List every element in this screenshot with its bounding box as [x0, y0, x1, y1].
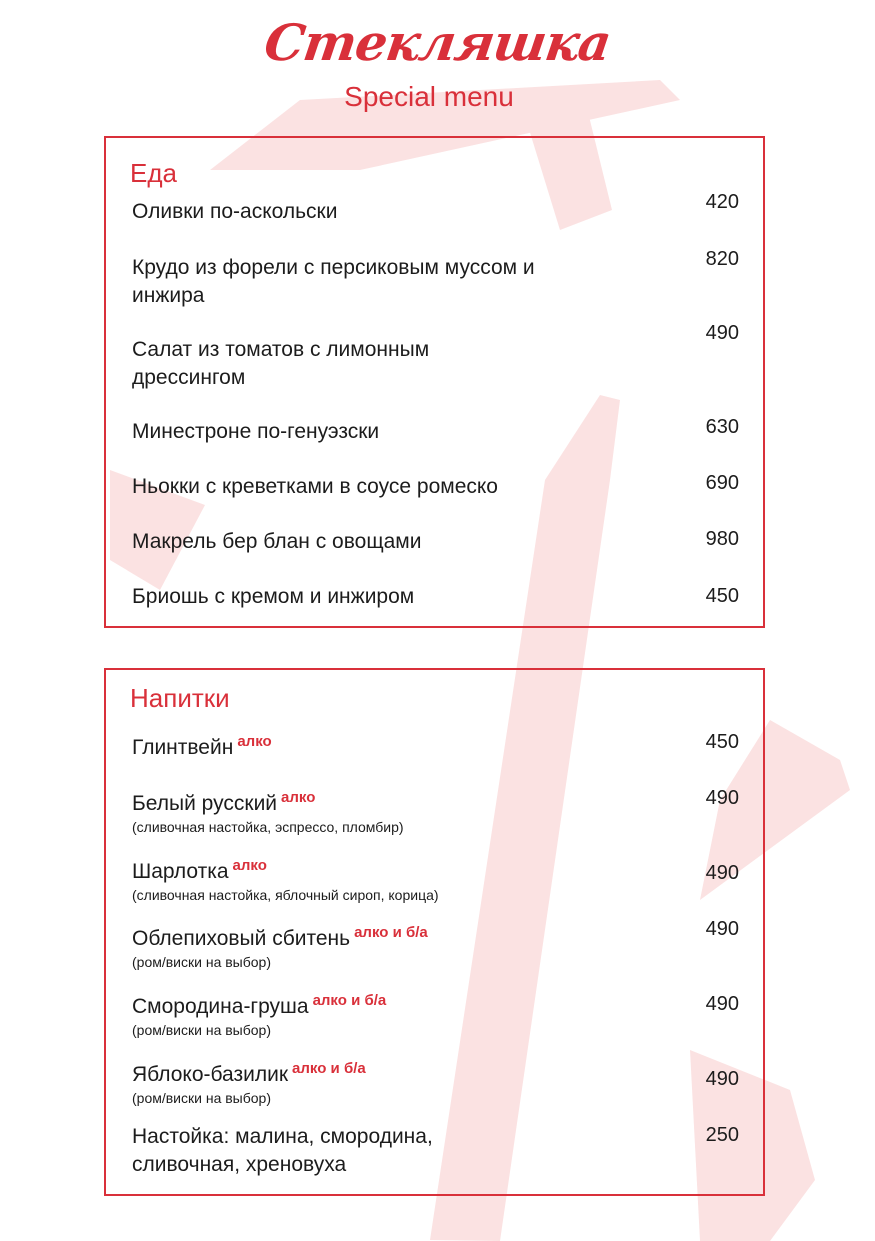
item-price: 450 — [705, 731, 739, 753]
alcohol-tag: алко и б/а — [292, 1060, 366, 1077]
menu-item — [132, 1055, 742, 1107]
item-name: Бриошь с кремом и инжиром — [132, 585, 415, 608]
item-price: 490 — [705, 993, 739, 1015]
item-name-text: Облепиховый сбитень — [132, 927, 351, 950]
item-name — [132, 852, 612, 886]
brand-logo: Стекляшка — [260, 13, 615, 72]
alcohol-tag: алко и б/а — [354, 924, 428, 941]
section-title-drinks: Напитки — [130, 683, 230, 713]
item-name: Оливки по-аскольски — [132, 200, 338, 223]
item-name — [132, 728, 612, 762]
item-name — [132, 784, 612, 818]
item-price: 490 — [705, 787, 739, 809]
item-price: 450 — [705, 585, 739, 607]
item-price: 490 — [705, 862, 739, 884]
menu-item — [132, 583, 742, 611]
menu-item — [132, 987, 742, 1039]
menu-item — [132, 473, 742, 501]
alcohol-tag: алко и б/а — [312, 992, 387, 1009]
item-name — [132, 1055, 612, 1089]
menu-item — [132, 1123, 742, 1179]
item-description: (ром/виски на выбор) — [132, 954, 272, 970]
menu-item — [132, 336, 742, 392]
item-name: Ньокки с креветками в соусе ромеско — [132, 475, 498, 498]
item-name — [132, 987, 612, 1021]
item-description: (сливочная настойка, эспрессо, пломбир) — [132, 819, 404, 835]
item-name: Минестроне по-генуэзски — [132, 420, 380, 443]
menu-item — [132, 919, 742, 971]
section-title-food: Еда — [130, 158, 177, 188]
food-section — [104, 136, 765, 628]
item-description: (ром/виски на выбор) — [132, 1022, 272, 1038]
item-name: Салат из томатов с лимонным дрессингом — [132, 338, 430, 389]
item-description: (ром/виски на выбор) — [132, 1090, 272, 1106]
item-price: 820 — [705, 248, 739, 270]
menu-item — [132, 198, 742, 226]
drinks-section — [104, 668, 765, 1196]
item-name — [132, 919, 612, 953]
menu-item — [132, 728, 742, 762]
menu-item — [132, 852, 742, 904]
item-name: Крудо из форели с персиковым муссом и инжира — [132, 256, 535, 307]
item-price: 490 — [705, 322, 739, 344]
item-name-text: Шарлотка — [132, 860, 229, 883]
item-name-text: Яблоко-базилик — [132, 1063, 289, 1086]
item-name-text: Белый русский — [132, 792, 278, 815]
item-name: Макрель бер блан с овощами — [132, 530, 422, 553]
item-price: 490 — [705, 918, 739, 940]
item-price: 980 — [705, 528, 739, 550]
item-price: 490 — [705, 1068, 739, 1090]
item-description: (сливочная настойка, яблочный сироп, корица) — [132, 887, 439, 903]
alcohol-tag: алко — [281, 789, 316, 806]
alcohol-tag: алко — [232, 857, 267, 874]
menu-item — [132, 418, 742, 446]
item-price: 420 — [705, 191, 739, 213]
item-name-text: Смородина-груша — [132, 995, 309, 1018]
menu-item — [132, 254, 742, 310]
item-name-text: Глинтвейн — [132, 736, 234, 759]
menu-subtitle: Special menu — [344, 81, 514, 112]
menu-item — [132, 528, 742, 556]
item-price: 630 — [705, 416, 739, 438]
item-price: 250 — [705, 1124, 739, 1146]
item-name: Настойка: малина, смородина, сливочная, хреновуха — [132, 1125, 433, 1176]
menu-item — [132, 784, 742, 836]
item-price: 690 — [705, 472, 739, 494]
alcohol-tag: алко — [237, 733, 272, 750]
menu-header — [0, 0, 875, 125]
